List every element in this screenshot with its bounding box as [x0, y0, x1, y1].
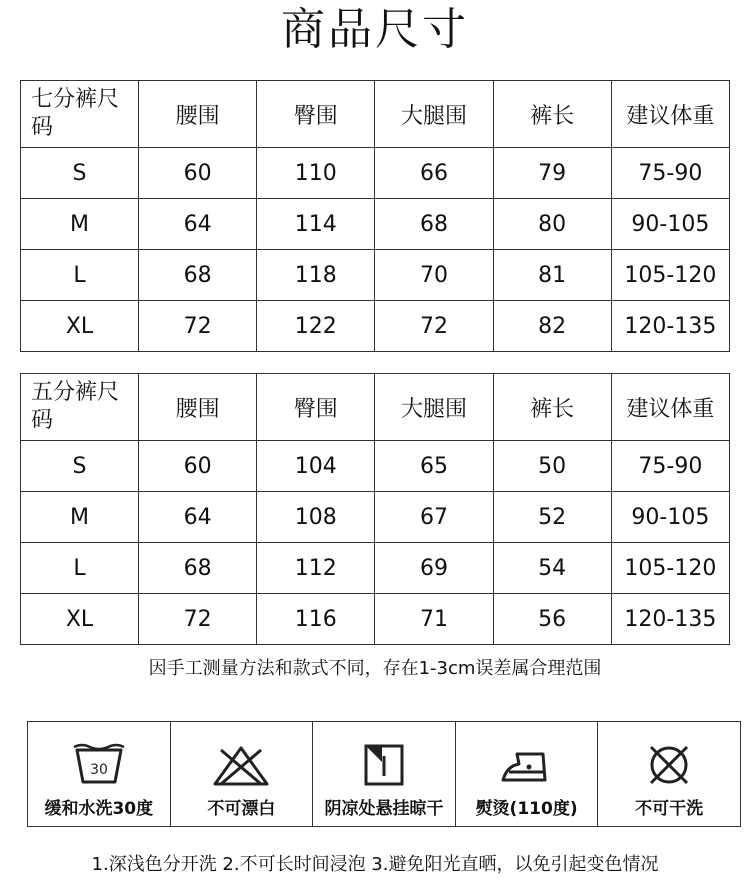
- header-cell: 五分裤尺码: [21, 374, 139, 441]
- table-cell: 114: [257, 199, 375, 250]
- table-cell: L: [21, 543, 139, 594]
- care-label: 阴凉处悬挂晾干: [324, 799, 444, 819]
- table-cell: 82: [493, 301, 611, 352]
- iron-icon: [497, 742, 557, 788]
- table-cell: XL: [21, 301, 139, 352]
- table-cell: 68: [375, 199, 493, 250]
- table-cell: 75-90: [611, 148, 729, 199]
- care-item-bleach: [171, 722, 314, 826]
- table-cell: 120-135: [611, 301, 729, 352]
- table-cell: 112: [257, 543, 375, 594]
- wash-30-icon: [69, 742, 129, 788]
- table-cell: 52: [493, 492, 611, 543]
- size-table-cropped: [20, 80, 730, 352]
- care-label: 不可漂白: [207, 799, 276, 819]
- table-cell: 64: [139, 199, 257, 250]
- table-cell: 72: [139, 594, 257, 645]
- table-cell: 118: [257, 250, 375, 301]
- table-row: [21, 441, 730, 492]
- table-row: [21, 250, 730, 301]
- header-cell: 腰围: [139, 81, 257, 148]
- table-cell: 60: [139, 441, 257, 492]
- header-cell: 建议体重: [611, 81, 729, 148]
- table-cell: 90-105: [611, 199, 729, 250]
- table-cell: 104: [257, 441, 375, 492]
- no-bleach-icon: [211, 742, 271, 788]
- table-row: [21, 199, 730, 250]
- page-title: 商品尺寸: [281, 4, 469, 55]
- table-row: [21, 148, 730, 199]
- care-instructions-panel: [27, 721, 741, 827]
- care-item-wash: [28, 722, 171, 826]
- table-row: [21, 594, 730, 645]
- table-cell: 68: [139, 250, 257, 301]
- table-cell: 69: [375, 543, 493, 594]
- measurement-note: 因手工测量方法和款式不同，存在1-3cm误差属合理范围: [148, 658, 602, 679]
- table-cell: 122: [257, 301, 375, 352]
- no-dry-clean-icon: [639, 742, 699, 788]
- care-item-dry: [313, 722, 456, 826]
- table-cell: 108: [257, 492, 375, 543]
- table-cell: 72: [139, 301, 257, 352]
- table-cell: 65: [375, 441, 493, 492]
- table-cell: 75-90: [611, 441, 729, 492]
- table-cell: 68: [139, 543, 257, 594]
- care-label: 不可干洗: [635, 799, 704, 819]
- table-cell: 64: [139, 492, 257, 543]
- table-cell: 70: [375, 250, 493, 301]
- header-cell: 裤长: [493, 374, 611, 441]
- care-item-dryclean: [598, 722, 740, 826]
- table-cell: 54: [493, 543, 611, 594]
- care-item-iron: [456, 722, 599, 826]
- table-cell: 80: [493, 199, 611, 250]
- table-cell: 81: [493, 250, 611, 301]
- table-cell: 120-135: [611, 594, 729, 645]
- table-cell: 71: [375, 594, 493, 645]
- table-cell: M: [21, 492, 139, 543]
- table-header-row: [21, 81, 730, 148]
- table-row: [21, 543, 730, 594]
- header-cell: 臀围: [257, 81, 375, 148]
- table-cell: 116: [257, 594, 375, 645]
- care-label: 熨烫(110度): [475, 799, 578, 819]
- table-cell: M: [21, 199, 139, 250]
- table-header-row: [21, 374, 730, 441]
- header-cell: 裤长: [493, 81, 611, 148]
- care-tips: 1.深浅色分开洗 2.不可长时间浸泡 3.避免阳光直晒，以免引起变色情况: [91, 854, 659, 875]
- table-cell: 50: [493, 441, 611, 492]
- header-cell: 臀围: [257, 374, 375, 441]
- table-cell: 60: [139, 148, 257, 199]
- wash-temperature-text: 30: [89, 762, 108, 778]
- table-cell: 56: [493, 594, 611, 645]
- size-table-shorts: [20, 373, 730, 645]
- header-cell: 大腿围: [375, 81, 493, 148]
- header-cell: 腰围: [139, 374, 257, 441]
- table-cell: 67: [375, 492, 493, 543]
- table-cell: 105-120: [611, 250, 729, 301]
- table-cell: S: [21, 441, 139, 492]
- header-cell: 大腿围: [375, 374, 493, 441]
- table-cell: XL: [21, 594, 139, 645]
- shade-hang-dry-icon: [354, 742, 414, 788]
- table-cell: 105-120: [611, 543, 729, 594]
- header-cell: 七分裤尺码: [21, 81, 139, 148]
- table-cell: L: [21, 250, 139, 301]
- table-cell: 90-105: [611, 492, 729, 543]
- table-cell: 72: [375, 301, 493, 352]
- header-cell: 建议体重: [611, 374, 729, 441]
- table-row: [21, 301, 730, 352]
- table-cell: S: [21, 148, 139, 199]
- table-cell: 79: [493, 148, 611, 199]
- table-cell: 110: [257, 148, 375, 199]
- table-row: [21, 492, 730, 543]
- care-label: 缓和水洗30度: [44, 799, 154, 819]
- table-cell: 66: [375, 148, 493, 199]
